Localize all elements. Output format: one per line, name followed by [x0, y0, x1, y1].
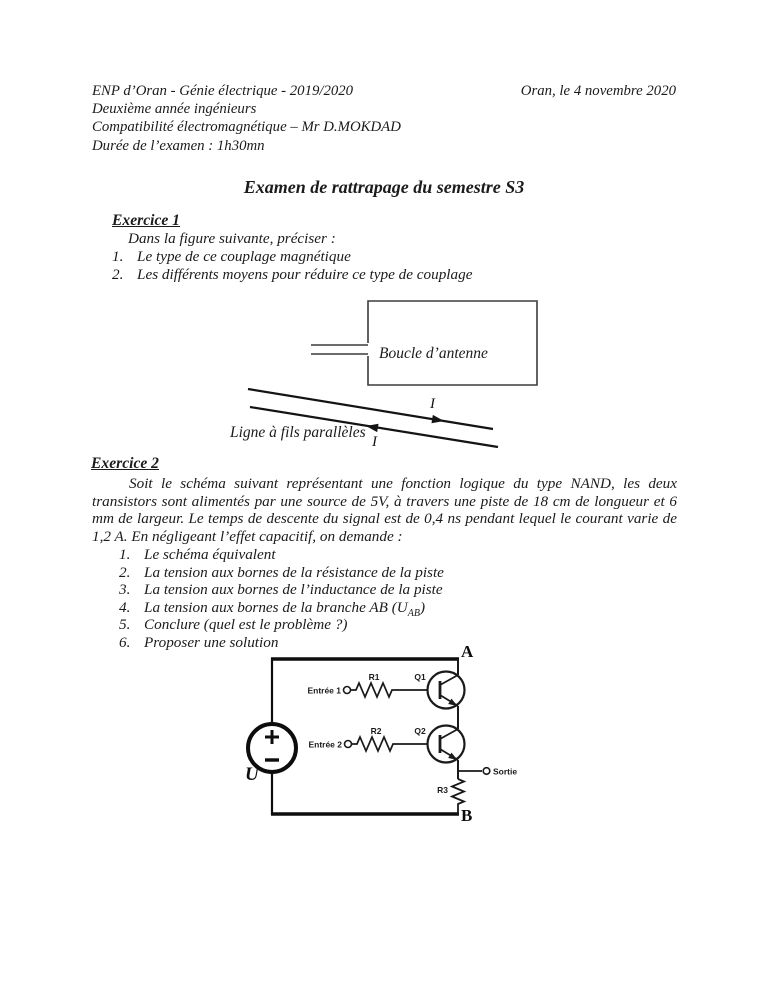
- plus-icon: [265, 730, 279, 744]
- header-course: ENP d’Oran - Génie électrique - 2019/2020: [92, 83, 354, 99]
- header-row: [92, 82, 676, 100]
- input1-terminal: [344, 687, 351, 694]
- list-item-text: Conclure (quel est le problème ?): [144, 616, 348, 634]
- source-label: U: [245, 764, 259, 785]
- list-item-text: Le type de ce couplage magnétique: [137, 248, 351, 265]
- q2-label: Q2: [414, 726, 426, 736]
- list-item-text: Proposer une solution: [144, 633, 279, 651]
- list-item-number: 2.: [119, 563, 131, 581]
- exercise2-paragraph: Soit le schéma suivant représentant une fonction logique du type NAND, les deux transistors sont alimentés par une source de 5V, à travers une piste de 18 cm de longueur et 6 mm de largeur. Le temps de descente du signal est de 0,4 ns pendant lequel le courant varie de 1,2 A. En négligeant l’effet capacitif, on demande :: [92, 475, 677, 546]
- output-label: Sortie: [493, 766, 518, 777]
- list-item: [119, 564, 599, 582]
- input2-label: Entrée 2: [308, 739, 342, 750]
- header-duration: Durée de l’examen : 1h30mn: [92, 137, 265, 154]
- exercise2-list: [119, 546, 599, 652]
- list-item-text: Le schéma équivalent: [144, 546, 276, 563]
- input2-terminal: [345, 741, 352, 748]
- exercise1-heading: Exercice 1: [112, 212, 180, 229]
- transistor-q2: [428, 726, 465, 763]
- uab-pre: La tension aux bornes de la branche AB (U: [144, 598, 408, 616]
- uab-subscript: AB: [407, 607, 421, 619]
- input1-label: Entrée 1: [307, 685, 341, 696]
- exercise1-list: [112, 248, 592, 283]
- antenna-coupling-figure: [220, 292, 550, 457]
- list-item-number: 6.: [119, 633, 131, 651]
- q1-label: Q1: [414, 672, 426, 682]
- list-item: [119, 581, 599, 599]
- document-header: [92, 82, 676, 155]
- nand-circuit-figure: [235, 640, 535, 830]
- list-item: [119, 599, 599, 617]
- list-item-number: 1.: [119, 546, 131, 563]
- exam-title: Examen de rattrapage du semestre S3: [243, 177, 525, 197]
- antenna-box: [368, 301, 537, 385]
- exercise2-heading: Exercice 2: [91, 455, 159, 472]
- current-label-top: I: [430, 396, 435, 412]
- output-terminal: [483, 768, 490, 775]
- list-item-number: 2.: [112, 265, 124, 283]
- header-year: Deuxième année ingénieurs: [92, 101, 257, 118]
- list-item-text: La tension aux bornes de l’inductance de la piste: [144, 581, 443, 599]
- header-date: Oran, le 4 novembre 2020: [520, 83, 676, 99]
- node-a-label: A: [461, 642, 474, 661]
- resistor-r1: [351, 683, 428, 697]
- list-item-number: 4.: [119, 598, 131, 616]
- list-item: [119, 616, 599, 634]
- node-b-label: B: [461, 806, 473, 825]
- r1-label: R1: [368, 672, 380, 682]
- current-label-bottom: I: [372, 434, 377, 450]
- header-subject: Compatibilité électromagnétique – Mr D.MOKDAD: [92, 119, 401, 136]
- exercise1-intro: Dans la figure suivante, préciser :: [128, 230, 336, 247]
- list-item-number: 5.: [119, 616, 131, 634]
- list-item: [112, 248, 592, 266]
- list-item: [112, 266, 592, 284]
- r3-label: R3: [437, 785, 448, 795]
- antenna-box-label: Boucle d’antenne: [379, 345, 488, 362]
- list-item-text: La tension aux bornes de la résistance de la piste: [144, 563, 444, 581]
- list-item-text: [144, 599, 425, 617]
- resistor-r2: [352, 737, 428, 751]
- transistor-q1: [428, 659, 465, 709]
- list-item-number: 3.: [119, 581, 131, 599]
- list-item-text: Les différents moyens pour réduire ce type de couplage: [137, 265, 473, 283]
- list-item: [119, 546, 599, 564]
- parallel-wire-top: [248, 389, 493, 429]
- uab-post: ): [420, 598, 426, 616]
- list-item-number: 1.: [112, 248, 124, 265]
- r2-label: R2: [370, 726, 382, 736]
- parallel-wires-label: Ligne à fils parallèles: [230, 424, 366, 441]
